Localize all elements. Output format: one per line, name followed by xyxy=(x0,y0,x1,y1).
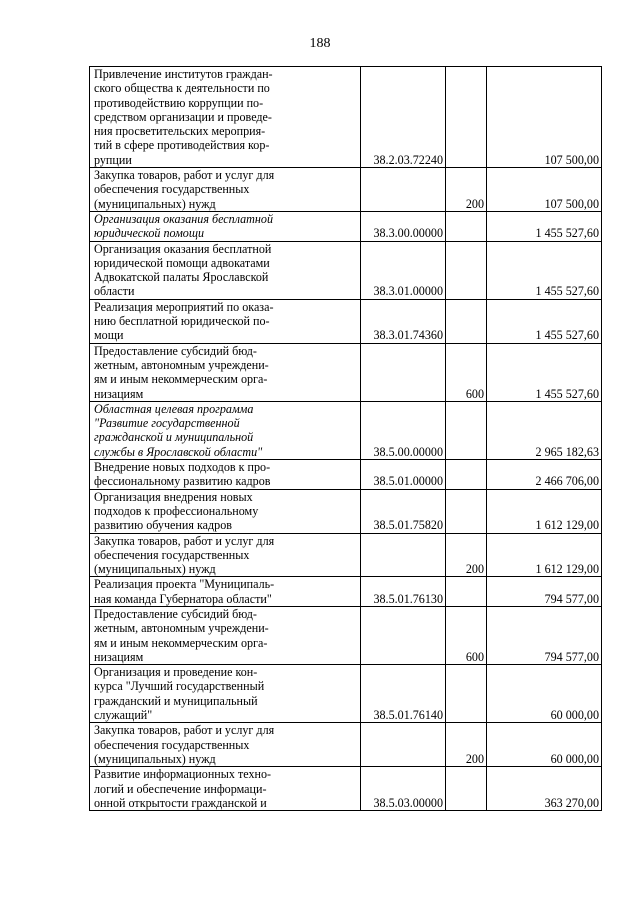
amount-cell: 107 500,00 xyxy=(487,168,602,212)
table-row xyxy=(90,533,602,577)
target-code-cell xyxy=(361,723,446,767)
target-code-cell xyxy=(361,606,446,664)
target-code-cell xyxy=(361,343,446,401)
item-name-cell: Предоставление субсидий бюд- жетным, автономным учреждени- ям и иным некоммерческим орга- низациям xyxy=(90,606,361,664)
amount-cell: 363 270,00 xyxy=(487,767,602,811)
target-code-cell: 38.5.01.75820 xyxy=(361,489,446,533)
amount-cell: 794 577,00 xyxy=(487,577,602,607)
budget-table xyxy=(89,66,602,811)
amount-cell: 794 577,00 xyxy=(487,606,602,664)
target-code-cell: 38.3.00.00000 xyxy=(361,211,446,241)
expense-type-cell xyxy=(446,299,487,343)
expense-type-cell xyxy=(446,211,487,241)
item-name-cell: Предоставление субсидий бюд- жетным, автономным учреждени- ям и иным некоммерческим орга- низациям xyxy=(90,343,361,401)
amount-cell: 2 466 706,00 xyxy=(487,460,602,490)
table-row xyxy=(90,767,602,811)
table-row xyxy=(90,299,602,343)
expense-type-cell: 200 xyxy=(446,533,487,577)
expense-type-cell xyxy=(446,460,487,490)
table-row xyxy=(90,168,602,212)
item-name-cell: Организация внедрения новых подходов к профессиональному развитию обучения кадров xyxy=(90,489,361,533)
target-code-cell xyxy=(361,168,446,212)
target-code-cell: 38.5.01.76140 xyxy=(361,665,446,723)
expense-type-cell xyxy=(446,401,487,459)
item-name-cell: Закупка товаров, работ и услуг для обеспечения государственных (муниципальных) нужд xyxy=(90,723,361,767)
target-code-cell: 38.2.03.72240 xyxy=(361,67,446,168)
item-name-cell: Областная целевая программа "Развитие государственной гражданской и муниципальной службы в Ярославской области" xyxy=(90,401,361,459)
amount-cell: 1 455 527,60 xyxy=(487,343,602,401)
item-name-cell: Развитие информационных техно- логий и обеспечение информаци- онной открытости гражданской и xyxy=(90,767,361,811)
target-code-cell: 38.5.01.00000 xyxy=(361,460,446,490)
table-row xyxy=(90,241,602,299)
table-row xyxy=(90,460,602,490)
target-code-cell: 38.5.00.00000 xyxy=(361,401,446,459)
target-code-cell: 38.5.01.76130 xyxy=(361,577,446,607)
item-name-cell: Реализация мероприятий по оказа- нию бесплатной юридической по- мощи xyxy=(90,299,361,343)
expense-type-cell xyxy=(446,489,487,533)
expense-type-cell: 600 xyxy=(446,343,487,401)
item-name-cell: Организация оказания бесплатной юридической помощи адвокатами Адвокатской палаты Ярославской области xyxy=(90,241,361,299)
table-row xyxy=(90,67,602,168)
table-row xyxy=(90,577,602,607)
item-name-cell: Закупка товаров, работ и услуг для обеспечения государственных (муниципальных) нужд xyxy=(90,168,361,212)
expense-type-cell: 200 xyxy=(446,168,487,212)
expense-type-cell: 600 xyxy=(446,606,487,664)
table-row xyxy=(90,401,602,459)
amount-cell: 1 455 527,60 xyxy=(487,299,602,343)
item-name-cell: Привлечение институтов граждан- ского общества к деятельности по противодействию коррупции по- средством организации и проведе- ния просветительских мероприя- тий в сфере противодействия кор- рупции xyxy=(90,67,361,168)
table-row xyxy=(90,489,602,533)
target-code-cell xyxy=(361,533,446,577)
expense-type-cell xyxy=(446,577,487,607)
item-name-cell: Реализация проекта "Муниципаль- ная команда Губернатора области" xyxy=(90,577,361,607)
amount-cell: 60 000,00 xyxy=(487,723,602,767)
item-name-cell: Организация оказания бесплатной юридической помощи xyxy=(90,211,361,241)
amount-cell: 1 612 129,00 xyxy=(487,533,602,577)
target-code-cell: 38.3.01.74360 xyxy=(361,299,446,343)
expense-type-cell xyxy=(446,241,487,299)
amount-cell: 1 455 527,60 xyxy=(487,241,602,299)
item-name-cell: Организация и проведение кон- курса "Лучший государственный гражданский и муниципальный служащий" xyxy=(90,665,361,723)
expense-type-cell xyxy=(446,665,487,723)
amount-cell: 1 455 527,60 xyxy=(487,211,602,241)
table-row xyxy=(90,723,602,767)
table-row xyxy=(90,211,602,241)
target-code-cell: 38.3.01.00000 xyxy=(361,241,446,299)
expense-type-cell xyxy=(446,767,487,811)
expense-type-cell: 200 xyxy=(446,723,487,767)
item-name-cell: Закупка товаров, работ и услуг для обеспечения государственных (муниципальных) нужд xyxy=(90,533,361,577)
amount-cell: 60 000,00 xyxy=(487,665,602,723)
expense-type-cell xyxy=(446,67,487,168)
amount-cell: 2 965 182,63 xyxy=(487,401,602,459)
budget-table-body xyxy=(90,67,602,811)
target-code-cell: 38.5.03.00000 xyxy=(361,767,446,811)
page-number: 188 xyxy=(309,36,331,51)
amount-cell: 107 500,00 xyxy=(487,67,602,168)
item-name-cell: Внедрение новых подходов к про- фессиональному развитию кадров xyxy=(90,460,361,490)
table-row xyxy=(90,606,602,664)
amount-cell: 1 612 129,00 xyxy=(487,489,602,533)
table-row xyxy=(90,343,602,401)
table-row xyxy=(90,665,602,723)
